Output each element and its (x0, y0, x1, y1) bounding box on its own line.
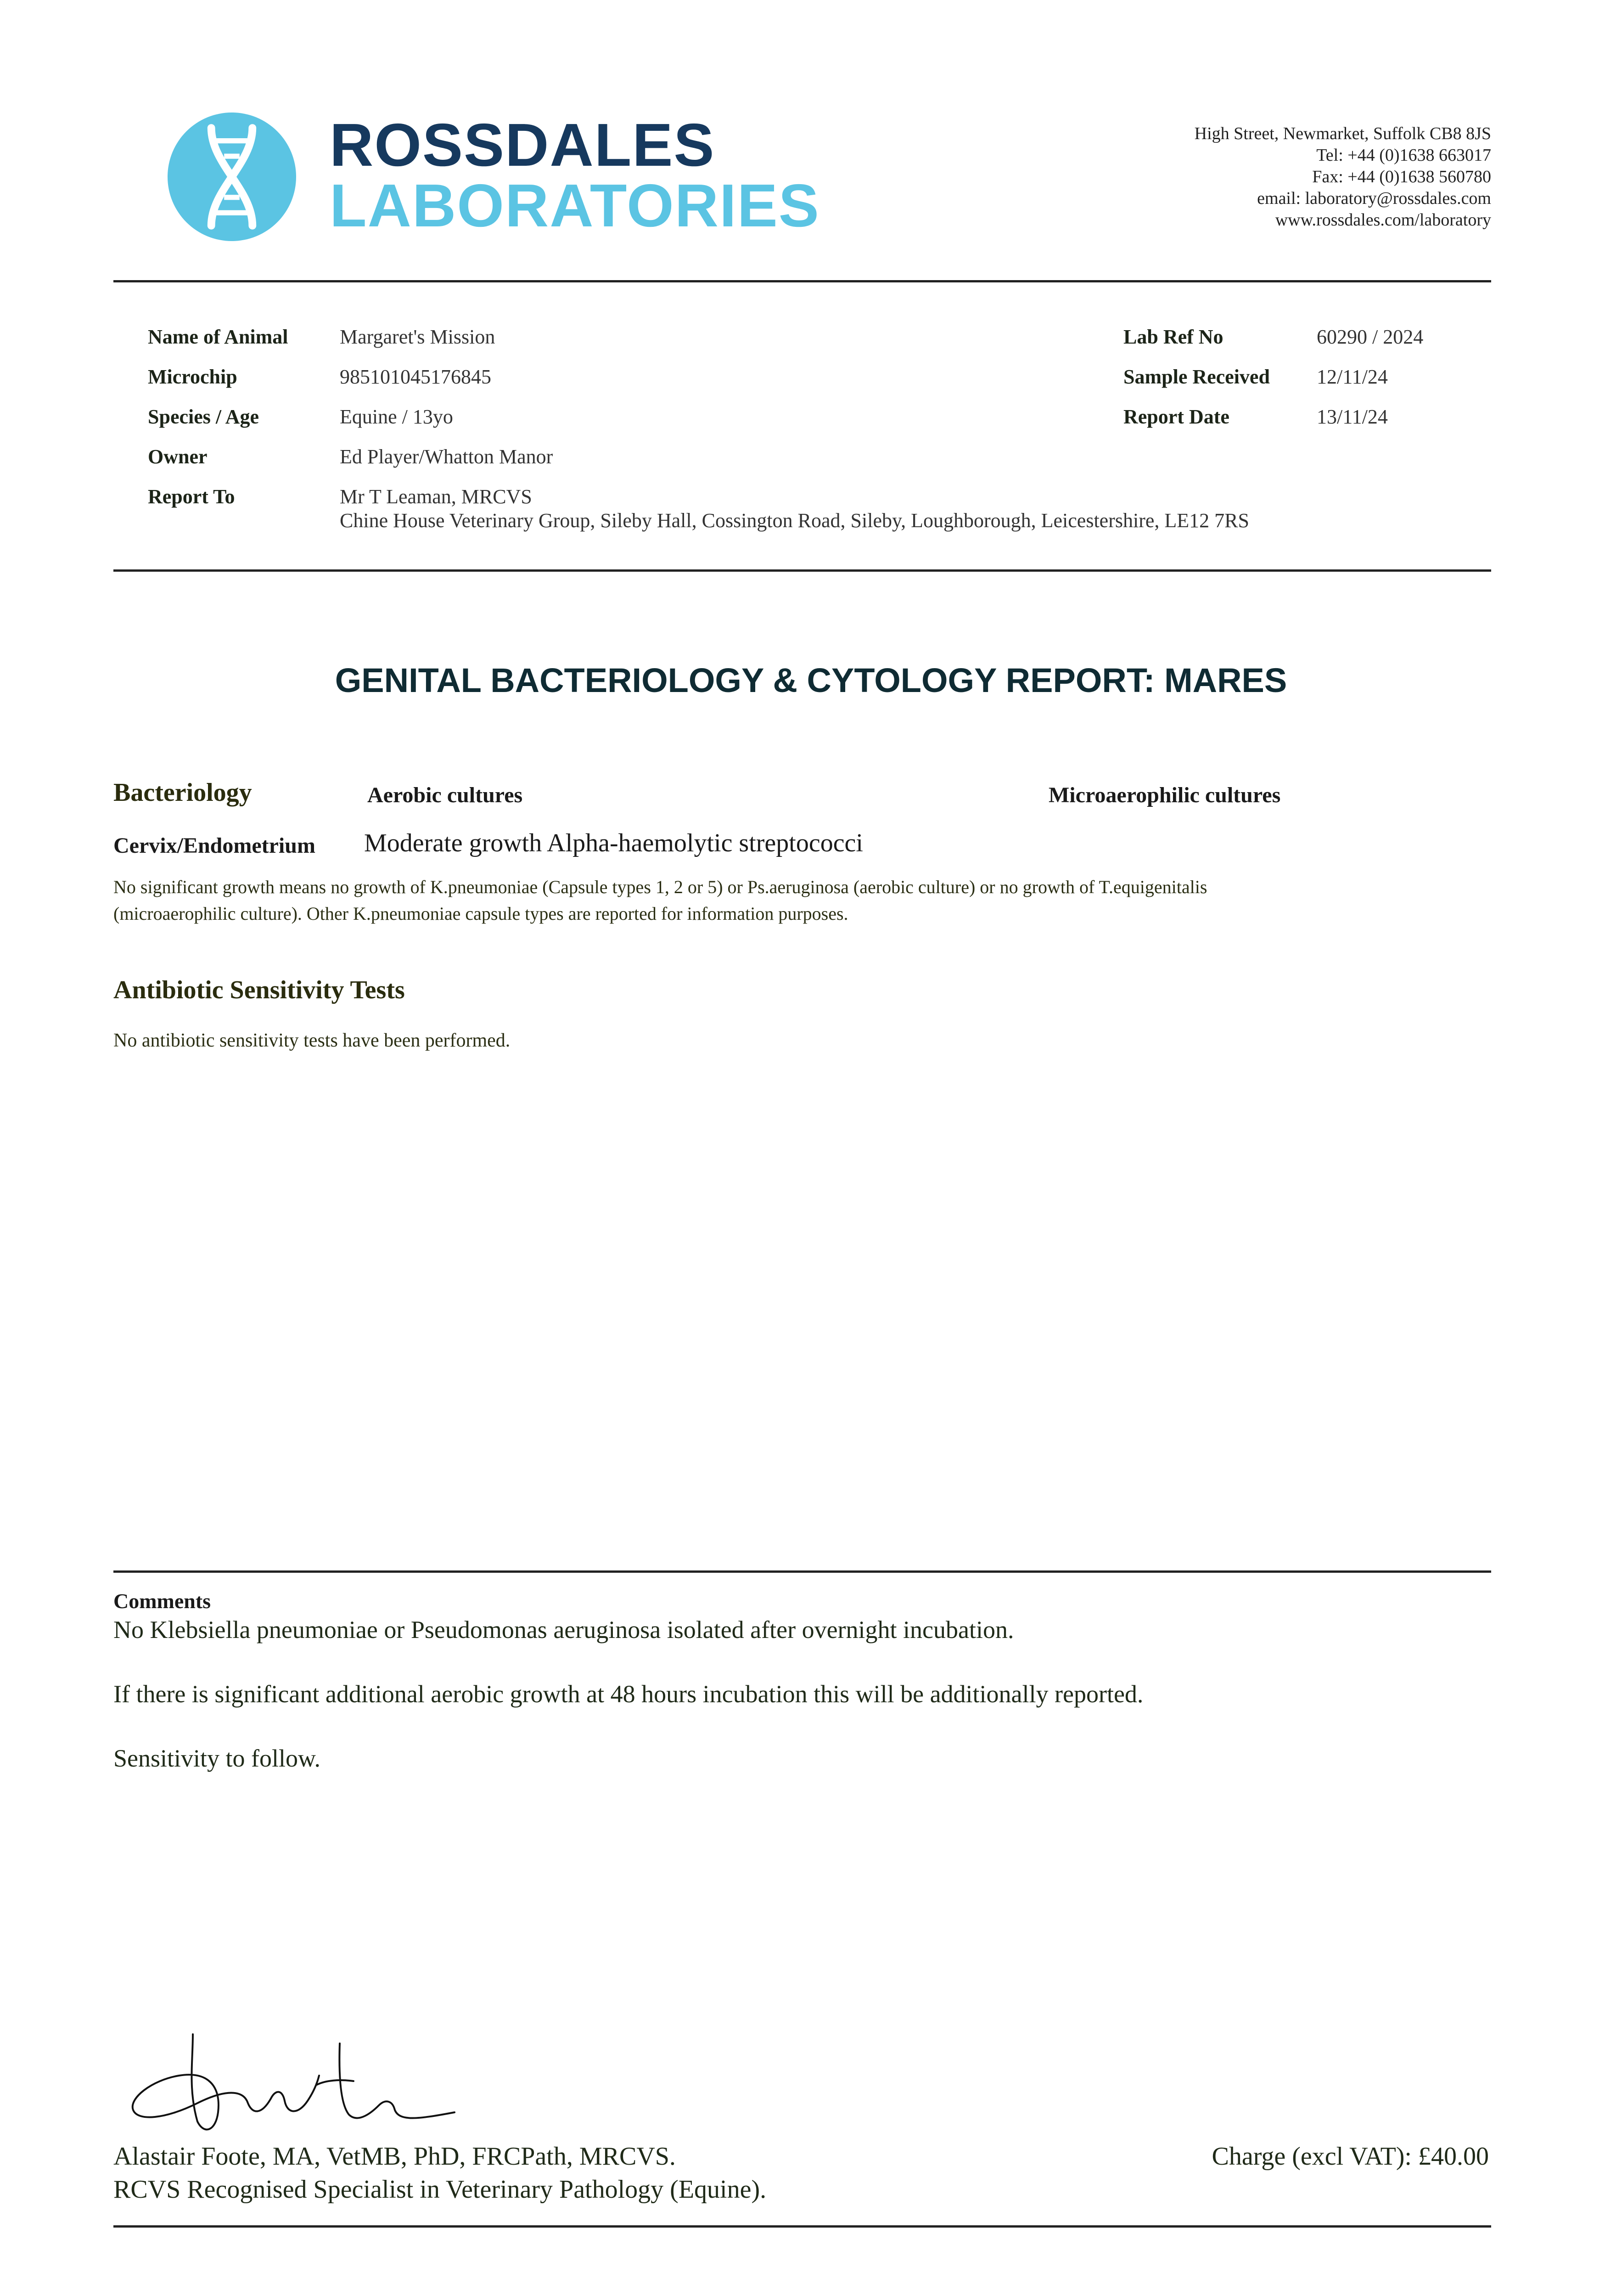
signatory-name: Alastair Foote, MA, VetMB, PhD, FRCPath, MRCVS. (113, 2142, 676, 2171)
microchip-label: Microchip (148, 366, 237, 388)
species-age-label: Species / Age (148, 405, 259, 428)
sensitivity-heading: Antibiotic Sensitivity Tests (113, 976, 405, 1004)
contact-block (1195, 123, 1491, 231)
comment-line-2: If there is significant additional aerobic growth at 48 hours incubation this will be additionally reported. (113, 1680, 1144, 1708)
species-age-value: Equine / 13yo (340, 405, 453, 428)
growth-note-line2: (microaerophilic culture). Other K.pneumoniae capsule types are reported for information purposes. (113, 903, 848, 924)
sensitivity-text: No antibiotic sensitivity tests have been performed. (113, 1030, 511, 1051)
microchip-value: 985101045176845 (340, 366, 491, 388)
lab-ref-label: Lab Ref No (1123, 326, 1224, 348)
report-to-name: Mr T Leaman, MRCVS (340, 485, 532, 508)
report-to-address: Chine House Veterinary Group, Sileby Hall, Cossington Road, Sileby, Loughborough, Leicestershire, LE12 7RS (340, 509, 1249, 532)
info-divider (113, 569, 1491, 572)
dna-helix-icon (168, 113, 296, 241)
growth-note-line1: No significant growth means no growth of K.pneumoniae (Capsule types 1, 2 or 5) or Ps.aeruginosa (aerobic culture) or no growth of T.equigenitalis (113, 877, 1207, 897)
email: email: laboratory@rossdales.com (1257, 189, 1491, 208)
owner-label: Owner (148, 445, 208, 468)
comments-label: Comments (113, 1589, 211, 1613)
animal-name-label: Name of Animal (148, 326, 288, 348)
report-title: GENITAL BACTERIOLOGY & CYTOLOGY REPORT: MARES (335, 661, 1287, 699)
comments-divider (113, 1570, 1491, 1573)
lab-ref-value: 60290 / 2024 (1317, 326, 1424, 348)
report-date-label: Report Date (1123, 405, 1229, 428)
growth-note (113, 874, 1207, 927)
sample-received-value: 12/11/24 (1317, 366, 1388, 388)
sample-site: Cervix/Endometrium (113, 833, 315, 858)
bacteriology-heading: Bacteriology (113, 778, 252, 807)
report-date-value: 13/11/24 (1317, 405, 1388, 428)
microaerophilic-cultures-heading: Microaerophilic cultures (1049, 783, 1281, 807)
brand-name-line2: LABORATORIES (330, 172, 820, 239)
signatory-title: RCVS Recognised Specialist in Veterinary Pathology (Equine). (113, 2175, 767, 2204)
brand-name-line1: ROSSDALES (330, 111, 715, 179)
telephone: Tel: +44 (0)1638 663017 (1316, 146, 1491, 165)
website: www.rossdales.com/laboratory (1275, 210, 1491, 230)
charge: Charge (excl VAT): £40.00 (1212, 2142, 1489, 2171)
footer-divider (113, 2225, 1491, 2228)
comment-line-3: Sensitivity to follow. (113, 1745, 321, 1772)
aerobic-cultures-heading: Aerobic cultures (367, 783, 523, 807)
address: High Street, Newmarket, Suffolk CB8 8JS (1194, 124, 1491, 143)
header-divider (113, 280, 1491, 282)
fax: Fax: +44 (0)1638 560780 (1312, 167, 1491, 186)
report-to-label: Report To (148, 485, 235, 508)
comment-line-1: No Klebsiella pneumoniae or Pseudomonas aeruginosa isolated after overnight incubation. (113, 1616, 1014, 1643)
animal-name-value: Margaret's Mission (340, 326, 495, 348)
sample-received-label: Sample Received (1123, 366, 1270, 388)
owner-value: Ed Player/Whatton Manor (340, 445, 553, 468)
handwritten-signature (124, 2020, 473, 2140)
aerobic-result: Moderate growth Alpha-haemolytic streptococci (364, 829, 863, 857)
